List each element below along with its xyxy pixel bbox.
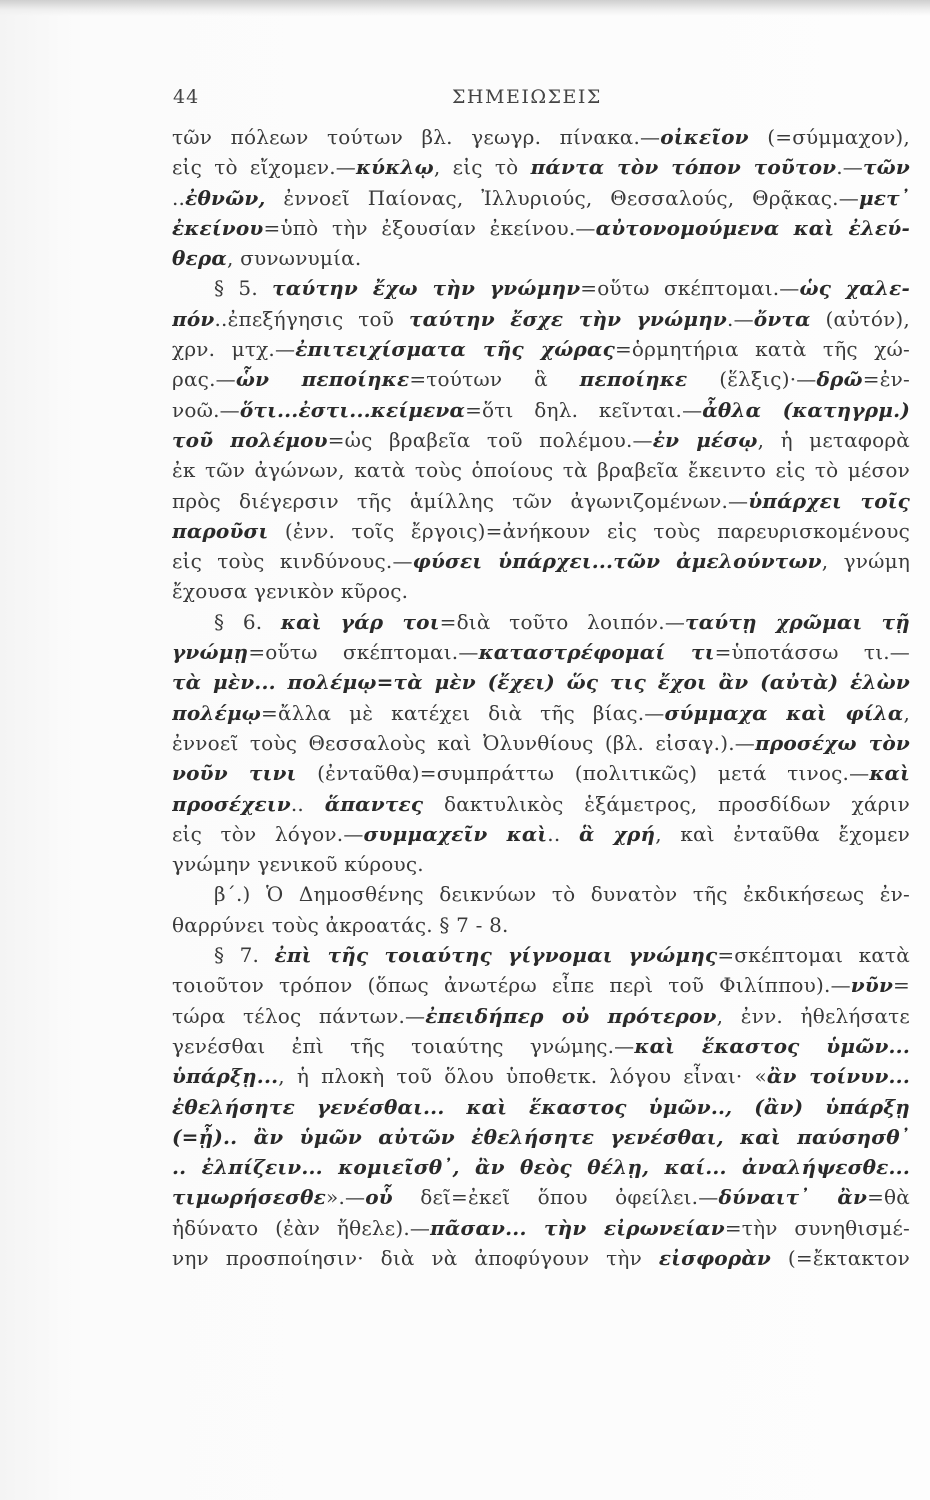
lemma-segment: (=ᾖ).. ἂν ὑμῶν αὐτῶν ἐθελήσητε γενέσθαι, καὶ παύσησθ᾽ [172, 1124, 910, 1149]
text-segment: =οὕτω σκέπτομαι.— [248, 640, 479, 665]
lemma-segment: ὅτι...ἐστι...κείμενα [239, 397, 466, 422]
page-top-shadow [0, 0, 930, 16]
text-segment: , ἡ μεταφορὰ [757, 427, 910, 452]
lemma-segment: ταύτην ἔσχε τὴν γνώμην [409, 306, 728, 331]
text-line [172, 910, 910, 940]
text-line [172, 970, 910, 1000]
text-segment: (αὐτόν), [810, 306, 910, 331]
text-segment: =τὴν συνηθισμέ- [724, 1215, 910, 1240]
text-segment: ἐννοεῖ τοὺς Θεσσαλοὺς καὶ Ὀλυνθίους (βλ. εἰσαγ.).— [172, 730, 755, 755]
text-segment: = [893, 973, 910, 998]
text-segment: =διὰ τοῦτο λοιπόν.— [439, 609, 686, 634]
lemma-segment: καὶ γάρ τοι [280, 609, 440, 634]
lemma-segment: δρῶ [816, 367, 863, 392]
lemma-segment: ταύτῃ χρῶμαι τῇ [685, 609, 910, 634]
lemma-segment: τῶν [863, 155, 910, 180]
text-segment: .. [547, 821, 579, 846]
text-segment: , γνώμη [821, 549, 910, 574]
text-line [172, 789, 910, 819]
text-segment: =ὁρμητήρια κατὰ τῆς χώ- [614, 337, 910, 362]
lemma-segment: νῦν [850, 973, 894, 998]
text-segment: =ὅτι δηλ. κεῖνται.— [465, 397, 703, 422]
lemma-segment: ἆθλα (κατηγρμ.) [702, 397, 910, 422]
text-line [172, 546, 910, 576]
text-segment: § 5. [214, 276, 273, 301]
text-segment: =ὑπὸ τὴν ἐξουσίαν ἐκείνου.— [263, 215, 596, 240]
lemma-segment: παροῦσι [172, 518, 269, 543]
lemma-segment: ἐπιτειχίσματα τῆς χώρας [295, 337, 615, 362]
lemma-segment: πόν [172, 306, 215, 331]
text-segment: (ἐνν. τοῖς ἔργοις)=ἀνήκουν εἰς τοὺς παρευρισκομένους [268, 518, 910, 543]
text-line [172, 1092, 910, 1122]
text-segment: =ὑποτάσσω τι.— [714, 640, 910, 665]
lemma-segment: ὑπάρχει τοῖς [748, 488, 910, 513]
lemma-segment: δύναιτ᾽ ἂν [718, 1185, 868, 1210]
text-line [172, 1243, 910, 1273]
lemma-segment: καὶ ἕκαστος ὑμῶν... [634, 1033, 910, 1058]
lemma-segment: οὗ [365, 1185, 393, 1210]
text-line [172, 698, 910, 728]
text-line [172, 455, 910, 485]
text-segment: , ἡ πλοκὴ τοῦ ὅλου ὑποθετκ. λόγου εἶναι· « [278, 1064, 767, 1089]
lemma-segment: ὄντα [753, 306, 811, 331]
text-segment: =θὰ [867, 1185, 910, 1210]
text-line [172, 607, 910, 637]
lemma-segment: καὶ [869, 761, 910, 786]
lemma-segment: πεποίηκε [579, 367, 688, 392]
text-line [172, 516, 910, 546]
text-segment: =ἐν- [862, 367, 910, 392]
lemma-segment: θερα [172, 246, 227, 271]
text-segment: =τούτων ἃ [409, 367, 580, 392]
text-line [172, 576, 910, 606]
lemma-segment: καταστρέφομαί τι [478, 640, 715, 665]
lemma-segment: ταύτην ἔχω τὴν γνώμην [272, 276, 581, 301]
text-segment: γνώμην γενικοῦ κύρους. [172, 852, 424, 877]
text-segment: γενέσθαι ἐπὶ τῆς τοιαύτης γνώμης.— [172, 1033, 635, 1058]
lemma-segment: εἰσφορὰν [658, 1245, 772, 1270]
text-line [172, 364, 910, 394]
text-segment: θαρρύνει τοὺς ἀκροατάς. § 7 - 8. [172, 912, 509, 937]
text-line [172, 183, 910, 213]
lemma-segment: πᾶσαν... τὴν εἰρωνείαν [430, 1215, 725, 1240]
text-segment: , εἰς τὸ [433, 155, 531, 180]
text-segment: εἰς τοὺς κινδύνους.— [172, 549, 413, 574]
text-line [172, 1213, 910, 1243]
text-segment: .. [172, 185, 186, 210]
text-segment: =οὕτω σκέπτομαι.— [580, 276, 800, 301]
text-line [172, 879, 910, 909]
text-segment: , [903, 700, 910, 725]
text-segment: .— [727, 306, 754, 331]
lemma-segment: ἐπειδήπερ οὐ πρότερον [425, 1003, 717, 1028]
text-segment: ἔχουσα γενικὸν κῦρος. [172, 579, 409, 604]
lemma-segment: φύσει ὑπάρχει...τῶν ἀμελούντων [412, 549, 822, 574]
text-line [172, 304, 910, 334]
text-segment: δακτυλικὸς ἑξάμετρος, προσδίδων χάριν [423, 791, 910, 816]
text-line [172, 819, 910, 849]
lemma-segment: οἰκεῖον [660, 125, 749, 149]
text-line [172, 1061, 910, 1091]
text-segment: χρν. μτχ.— [172, 337, 296, 362]
text-segment: § 6. [214, 609, 281, 634]
lemma-segment: πολέμῳ [172, 700, 262, 725]
page-header [0, 82, 930, 116]
text-segment: β΄.) Ὁ Δημοσθένης δεικνύων τὸ δυνατὸν τῆς ἐκδικήσεως ἐν- [214, 882, 910, 907]
lemma-segment: σύμμαχα καὶ φίλα [664, 700, 904, 725]
lemma-segment: κύκλῳ [355, 155, 434, 180]
lemma-segment: ὑπάρξῃ... [172, 1064, 279, 1089]
text-segment: =ὡς βραβεῖα τοῦ πολέμου.— [327, 427, 653, 452]
text-segment: ἐκ τῶν ἀγώνων, κατὰ τοὺς ὁποίους τὰ βραβεῖα ἔκειντο εἰς τὸ μέσον [172, 458, 910, 483]
text-segment: , συνωνυμία. [227, 246, 362, 271]
lemma-segment: ἃ χρή [578, 821, 656, 846]
text-segment: τώρα τέλος πάντων.— [172, 1003, 426, 1028]
text-line [172, 243, 910, 273]
text-line [172, 1001, 910, 1031]
text-segment: νοῶ.— [172, 397, 240, 422]
text-segment: τοιοῦτον τρόπον (ὅπως ἀνωτέρω εἶπε περὶ τοῦ Φιλίππου).— [172, 973, 851, 998]
text-segment: εἰς τὸν λόγον.— [172, 821, 364, 846]
lemma-segment: τοῦ πολέμου [172, 427, 328, 452]
lemma-segment: ὧν πεποίηκε [235, 367, 410, 392]
page-number: 44 [173, 86, 200, 108]
text-line [172, 334, 910, 364]
lemma-segment: προσέχω τὸν [755, 730, 910, 755]
text-line [172, 1122, 910, 1152]
text-line [172, 667, 910, 697]
text-segment: ἠδύνατο (ἐὰν ἤθελε).— [172, 1215, 431, 1240]
text-line [172, 849, 910, 879]
lemma-segment: ἐπὶ τῆς τοιαύτης γίγνομαι γνώμης [274, 943, 718, 968]
lemma-segment: ἐθελήσητε γενέσθαι... καὶ ἕκαστος ὑμῶν.., (ἂν) ὑπάρξῃ [172, 1094, 910, 1119]
text-segment: εἰς τὸ εἴχομεν.— [172, 155, 356, 180]
text-segment: ».— [326, 1185, 366, 1210]
lemma-segment: πάντα τὸν τόπον τοῦτον [530, 155, 837, 180]
text-line [172, 122, 910, 152]
running-head: ΣΗΜΕΙΩΣΕΙΣ [452, 86, 602, 108]
lemma-segment: τιμωρήσεσθε [172, 1185, 327, 1210]
notes-body [172, 122, 910, 1273]
lemma-segment: μετ᾽ [858, 185, 910, 210]
lemma-segment: ἐν μέσῳ [652, 427, 758, 452]
text-segment: .. [290, 791, 325, 816]
text-line [172, 940, 910, 970]
text-line [172, 395, 910, 425]
text-segment: =ἄλλα μὲ κατέχει διὰ τῆς βίας.— [261, 700, 665, 725]
text-segment: πρὸς διέγερσιν τῆς ἁμίλλης τῶν ἀγωνιζομένων.— [172, 488, 749, 513]
text-segment: (ἐνταῦθα)=συμπράττω (πολιτικῶς) μετά τινος.— [296, 761, 870, 786]
lemma-segment: ἅπαντες [324, 791, 424, 816]
lemma-segment: .. ἐλπίζειν... κομιεῖσθ᾽, ἂν θεὸς θέλῃ, καί... ἀναλήψεσθε... [172, 1155, 910, 1180]
text-segment: , ἐνν. ἠθελήσατε [716, 1003, 910, 1028]
lemma-segment: τὰ μὲν... πολέμῳ=τὰ μὲν (ἔχει) ὥς τις ἔχοι ἂν (αὐτὰ) ἑλὼν [172, 670, 910, 695]
text-segment: δεῖ=ἐκεῖ ὅπου ὀφείλει.— [392, 1185, 719, 1210]
text-segment: § 7. [214, 943, 275, 968]
lemma-segment: γνώμῃ [172, 640, 249, 665]
text-segment: (=ἔκτακτον [771, 1245, 910, 1270]
lemma-segment: αὐτονομούμενα καὶ ἐλεύ- [595, 215, 910, 240]
text-line [172, 213, 910, 243]
text-line [172, 1182, 910, 1212]
lemma-segment: ἂν τοίνυν... [766, 1064, 910, 1089]
lemma-segment: προσέχειν [172, 791, 291, 816]
text-line [172, 637, 910, 667]
text-segment: ρας.— [172, 367, 236, 392]
text-line [172, 425, 910, 455]
text-line [172, 152, 910, 182]
text-segment: ..ἐπεξήγησις τοῦ [214, 306, 409, 331]
text-line [172, 1152, 910, 1182]
text-line [172, 486, 910, 516]
text-segment: ἐννοεῖ Παίονας, Ἰλλυριούς, Θεσσαλούς, Θρᾷκας.— [265, 185, 859, 210]
text-segment: (=σύμμαχον), [748, 125, 910, 149]
text-segment: .— [836, 155, 864, 180]
lemma-segment: συμμαχεῖν καὶ [363, 821, 548, 846]
lemma-segment: ὡς χαλε- [799, 276, 910, 301]
text-line [172, 728, 910, 758]
text-segment: (ἕλξις)·— [687, 367, 817, 392]
text-segment: , καὶ ἐνταῦθα ἔχομεν [655, 821, 910, 846]
lemma-segment: ἐκείνου [172, 215, 264, 240]
text-segment: νην προσποίησιν· διὰ νὰ ἀποφύγουν τὴν [172, 1245, 659, 1270]
text-line [172, 1031, 910, 1061]
lemma-segment: ἐθνῶν, [185, 185, 266, 210]
text-segment: τῶν πόλεων τούτων βλ. γεωγρ. πίνακα.— [172, 125, 661, 149]
text-line [172, 273, 910, 303]
lemma-segment: νοῦν τινι [172, 761, 297, 786]
text-segment: =σκέπτομαι κατὰ [717, 943, 910, 968]
text-line [172, 758, 910, 788]
